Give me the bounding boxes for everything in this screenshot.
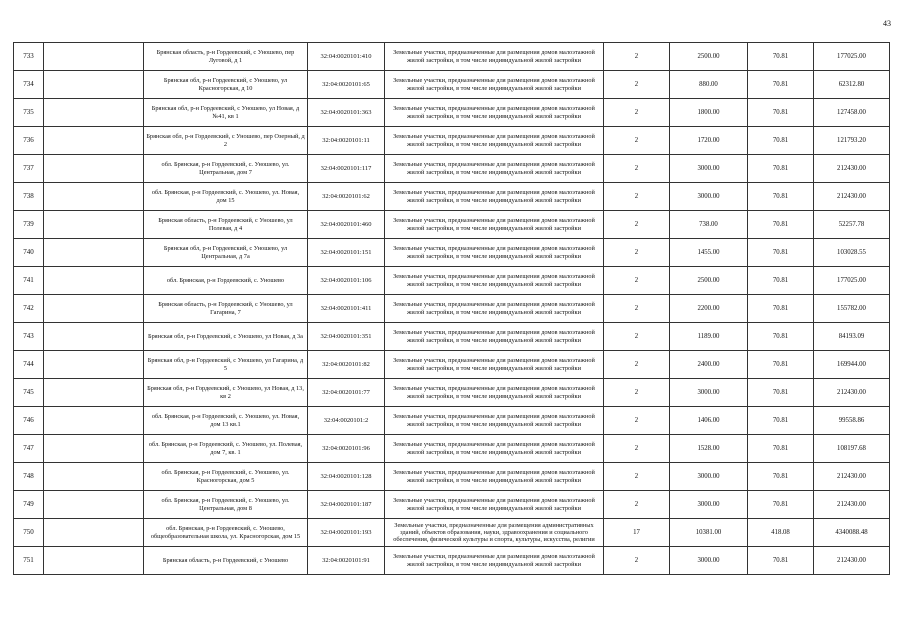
cadastral-value-cell: 212430.00 — [814, 379, 890, 407]
land-plots-table — [13, 42, 890, 575]
cadastral-value-cell: 52257.78 — [814, 211, 890, 239]
use-group-cell: 2 — [604, 267, 670, 295]
table-row — [14, 239, 890, 267]
cadastral-number-cell: 32:04:0020101:410 — [308, 43, 385, 71]
permitted-use-cell: Земельные участки, предназначенные для размещения домов малоэтажной жилой застройки, в том числе индивидуальной жилой застройки — [385, 267, 604, 295]
permitted-use-cell: Земельные участки, предназначенные для размещения домов малоэтажной жилой застройки, в том числе индивидуальной жилой застройки — [385, 71, 604, 99]
cadastral-value-cell: 155782.00 — [814, 295, 890, 323]
cadastral-value-cell: 121793.20 — [814, 127, 890, 155]
area-cell: 1800.00 — [670, 99, 748, 127]
address-cell: Брянская область, р-н Гордеевский, с Уношево, ул Гагарина, 7 — [144, 295, 308, 323]
area-cell: 1406.00 — [670, 407, 748, 435]
cadastral-value-cell: 127458.00 — [814, 99, 890, 127]
specific-value-cell: 70.81 — [748, 99, 814, 127]
address-cell: обл. Брянская, р-н Гордеевский, с. Уношево — [144, 267, 308, 295]
table-row — [14, 183, 890, 211]
area-cell: 3000.00 — [670, 155, 748, 183]
cadastral-number-cell: 32:04:0020101:11 — [308, 127, 385, 155]
empty-cell — [44, 211, 144, 239]
row-number: 749 — [14, 491, 44, 519]
area-cell: 3000.00 — [670, 491, 748, 519]
specific-value-cell: 70.81 — [748, 463, 814, 491]
row-number: 751 — [14, 547, 44, 575]
use-group-cell: 2 — [604, 351, 670, 379]
cadastral-value-cell: 177025.00 — [814, 267, 890, 295]
cadastral-number-cell: 32:04:0020101:77 — [308, 379, 385, 407]
specific-value-cell: 70.81 — [748, 323, 814, 351]
cadastral-value-cell: 103028.55 — [814, 239, 890, 267]
area-cell: 738.00 — [670, 211, 748, 239]
area-cell: 2500.00 — [670, 267, 748, 295]
table-row — [14, 407, 890, 435]
specific-value-cell: 70.81 — [748, 267, 814, 295]
cadastral-value-cell: 212430.00 — [814, 491, 890, 519]
use-group-cell: 2 — [604, 183, 670, 211]
row-number: 743 — [14, 323, 44, 351]
cadastral-value-cell: 169944.00 — [814, 351, 890, 379]
table-row — [14, 463, 890, 491]
cadastral-value-cell: 84193.09 — [814, 323, 890, 351]
permitted-use-cell: Земельные участки, предназначенные для размещения домов малоэтажной жилой застройки, в том числе индивидуальной жилой застройки — [385, 323, 604, 351]
address-cell: Брянская область, р-н Гордеевский, с Уношево, ул Полевая, д 4 — [144, 211, 308, 239]
row-number: 736 — [14, 127, 44, 155]
specific-value-cell: 70.81 — [748, 183, 814, 211]
cadastral-number-cell: 32:04:0020101:117 — [308, 155, 385, 183]
permitted-use-cell: Земельные участки, предназначенные для размещения административных зданий, объектов образования, науки, здравоохранения и социального обеспечения, физической культуры и спорта, культуры, искусства, религии — [385, 519, 604, 547]
row-number: 733 — [14, 43, 44, 71]
empty-cell — [44, 435, 144, 463]
use-group-cell: 2 — [604, 491, 670, 519]
address-cell: обл. Брянская, р-н Гордеевский, с. Уношево, общеобразовательная школа, ул. Красногорская, дом 15 — [144, 519, 308, 547]
cadastral-number-cell: 32:04:0020101:363 — [308, 99, 385, 127]
permitted-use-cell: Земельные участки, предназначенные для размещения домов малоэтажной жилой застройки, в том числе индивидуальной жилой застройки — [385, 491, 604, 519]
use-group-cell: 2 — [604, 239, 670, 267]
address-cell: обл. Брянская, р-н Гордеевский, с. Уношево, ул. Новая, дом 15 — [144, 183, 308, 211]
use-group-cell: 17 — [604, 519, 670, 547]
cadastral-value-cell: 212430.00 — [814, 547, 890, 575]
table-row — [14, 323, 890, 351]
row-number: 750 — [14, 519, 44, 547]
permitted-use-cell: Земельные участки, предназначенные для размещения домов малоэтажной жилой застройки, в том числе индивидуальной жилой застройки — [385, 155, 604, 183]
row-number: 745 — [14, 379, 44, 407]
cadastral-number-cell: 32:04:0020101:96 — [308, 435, 385, 463]
specific-value-cell: 70.81 — [748, 127, 814, 155]
row-number: 744 — [14, 351, 44, 379]
specific-value-cell: 70.81 — [748, 435, 814, 463]
empty-cell — [44, 155, 144, 183]
area-cell: 2500.00 — [670, 43, 748, 71]
specific-value-cell: 70.81 — [748, 43, 814, 71]
use-group-cell: 2 — [604, 463, 670, 491]
permitted-use-cell: Земельные участки, предназначенные для размещения домов малоэтажной жилой застройки, в том числе индивидуальной жилой застройки — [385, 379, 604, 407]
specific-value-cell: 70.81 — [748, 155, 814, 183]
use-group-cell: 2 — [604, 407, 670, 435]
permitted-use-cell: Земельные участки, предназначенные для размещения домов малоэтажной жилой застройки, в том числе индивидуальной жилой застройки — [385, 127, 604, 155]
cadastral-value-cell: 212430.00 — [814, 155, 890, 183]
address-cell: обл. Брянская, р-н Гордеевский, с. Уношево, ул. Красногорская, дом 5 — [144, 463, 308, 491]
specific-value-cell: 70.81 — [748, 239, 814, 267]
cadastral-number-cell: 32:04:0020101:65 — [308, 71, 385, 99]
permitted-use-cell: Земельные участки, предназначенные для размещения домов малоэтажной жилой застройки, в том числе индивидуальной жилой застройки — [385, 407, 604, 435]
cadastral-number-cell: 32:04:0020101:2 — [308, 407, 385, 435]
row-number: 735 — [14, 99, 44, 127]
use-group-cell: 2 — [604, 379, 670, 407]
address-cell: Брянская область, р-н Гордеевский, с Уношево, пер Луговой, д 1 — [144, 43, 308, 71]
empty-cell — [44, 491, 144, 519]
address-cell: обл. Брянская, р-н Гордеевский, с. Уношево, ул. Полевая, дом 7, кв. 1 — [144, 435, 308, 463]
use-group-cell: 2 — [604, 99, 670, 127]
use-group-cell: 2 — [604, 211, 670, 239]
permitted-use-cell: Земельные участки, предназначенные для размещения домов малоэтажной жилой застройки, в том числе индивидуальной жилой застройки — [385, 99, 604, 127]
specific-value-cell: 70.81 — [748, 351, 814, 379]
cadastral-number-cell: 32:04:0020101:193 — [308, 519, 385, 547]
row-number: 747 — [14, 435, 44, 463]
row-number: 740 — [14, 239, 44, 267]
permitted-use-cell: Земельные участки, предназначенные для размещения домов малоэтажной жилой застройки, в том числе индивидуальной жилой застройки — [385, 183, 604, 211]
permitted-use-cell: Земельные участки, предназначенные для размещения домов малоэтажной жилой застройки, в том числе индивидуальной жилой застройки — [385, 239, 604, 267]
cadastral-value-cell: 4340088.48 — [814, 519, 890, 547]
address-cell: обл. Брянская, р-н Гордеевский, с. Уношево, ул. Новая, дом 13 кв.1 — [144, 407, 308, 435]
table-row — [14, 71, 890, 99]
permitted-use-cell: Земельные участки, предназначенные для размещения домов малоэтажной жилой застройки, в том числе индивидуальной жилой застройки — [385, 435, 604, 463]
row-number: 742 — [14, 295, 44, 323]
area-cell: 10381.00 — [670, 519, 748, 547]
cadastral-number-cell: 32:04:0020101:351 — [308, 323, 385, 351]
use-group-cell: 2 — [604, 323, 670, 351]
address-cell: Брянская обл, р-н Гордеевский, с Уношево, ул Красногорская, д 10 — [144, 71, 308, 99]
table-row — [14, 155, 890, 183]
cadastral-value-cell: 62312.80 — [814, 71, 890, 99]
table-row — [14, 435, 890, 463]
specific-value-cell: 70.81 — [748, 211, 814, 239]
area-cell: 3000.00 — [670, 547, 748, 575]
empty-cell — [44, 463, 144, 491]
empty-cell — [44, 183, 144, 211]
use-group-cell: 2 — [604, 295, 670, 323]
table-row — [14, 267, 890, 295]
empty-cell — [44, 239, 144, 267]
area-cell: 3000.00 — [670, 379, 748, 407]
row-number: 746 — [14, 407, 44, 435]
area-cell: 1528.00 — [670, 435, 748, 463]
cadastral-number-cell: 32:04:0020101:62 — [308, 183, 385, 211]
table-row — [14, 351, 890, 379]
row-number: 739 — [14, 211, 44, 239]
cadastral-number-cell: 32:04:0020101:411 — [308, 295, 385, 323]
specific-value-cell: 70.81 — [748, 547, 814, 575]
empty-cell — [44, 71, 144, 99]
empty-cell — [44, 43, 144, 71]
address-cell: Брянская обл, р-н Гордеевский, с Уношево, ул Новая, д №41, кв 1 — [144, 99, 308, 127]
row-number: 738 — [14, 183, 44, 211]
permitted-use-cell: Земельные участки, предназначенные для размещения домов малоэтажной жилой застройки, в том числе индивидуальной жилой застройки — [385, 211, 604, 239]
use-group-cell: 2 — [604, 435, 670, 463]
table-row — [14, 211, 890, 239]
cadastral-value-cell: 108197.68 — [814, 435, 890, 463]
permitted-use-cell: Земельные участки, предназначенные для размещения домов малоэтажной жилой застройки, в том числе индивидуальной жилой застройки — [385, 295, 604, 323]
area-cell: 1720.00 — [670, 127, 748, 155]
address-cell: Брянская область, р-н Гордеевский, с Уношево — [144, 547, 308, 575]
address-cell: Брянская обл, р-н Гордеевский, с Уношево, пер Озерный, д 2 — [144, 127, 308, 155]
area-cell: 2200.00 — [670, 295, 748, 323]
cadastral-number-cell: 32:04:0020101:82 — [308, 351, 385, 379]
table-row — [14, 127, 890, 155]
table-row — [14, 379, 890, 407]
cadastral-value-cell: 177025.00 — [814, 43, 890, 71]
cadastral-number-cell: 32:04:0020101:151 — [308, 239, 385, 267]
table-body — [14, 43, 890, 575]
cadastral-number-cell: 32:04:0020101:460 — [308, 211, 385, 239]
table-row — [14, 43, 890, 71]
use-group-cell: 2 — [604, 43, 670, 71]
address-cell: обл. Брянская, р-н Гордеевский, с. Уношево, ул. Центральная, дом 8 — [144, 491, 308, 519]
area-cell: 3000.00 — [670, 463, 748, 491]
address-cell: Брянская обл, р-н Гордеевский, с Уношево, ул Новая, д 13, кв 2 — [144, 379, 308, 407]
empty-cell — [44, 323, 144, 351]
row-number: 741 — [14, 267, 44, 295]
empty-cell — [44, 295, 144, 323]
empty-cell — [44, 267, 144, 295]
empty-cell — [44, 351, 144, 379]
empty-cell — [44, 407, 144, 435]
specific-value-cell: 70.81 — [748, 491, 814, 519]
permitted-use-cell: Земельные участки, предназначенные для размещения домов малоэтажной жилой застройки, в том числе индивидуальной жилой застройки — [385, 463, 604, 491]
row-number: 737 — [14, 155, 44, 183]
cadastral-number-cell: 32:04:0020101:91 — [308, 547, 385, 575]
specific-value-cell: 70.81 — [748, 295, 814, 323]
empty-cell — [44, 99, 144, 127]
permitted-use-cell: Земельные участки, предназначенные для размещения домов малоэтажной жилой застройки, в том числе индивидуальной жилой застройки — [385, 43, 604, 71]
area-cell: 3000.00 — [670, 183, 748, 211]
use-group-cell: 2 — [604, 127, 670, 155]
address-cell: обл. Брянская, р-н Гордеевский, с. Уношево, ул. Центральная, дом 7 — [144, 155, 308, 183]
cadastral-number-cell: 32:04:0020101:106 — [308, 267, 385, 295]
area-cell: 1189.00 — [670, 323, 748, 351]
use-group-cell: 2 — [604, 71, 670, 99]
permitted-use-cell: Земельные участки, предназначенные для размещения домов малоэтажной жилой застройки, в том числе индивидуальной жилой застройки — [385, 547, 604, 575]
area-cell: 880.00 — [670, 71, 748, 99]
page-number: 43 — [883, 19, 891, 28]
cadastral-value-cell: 99558.86 — [814, 407, 890, 435]
permitted-use-cell: Земельные участки, предназначенные для размещения домов малоэтажной жилой застройки, в том числе индивидуальной жилой застройки — [385, 351, 604, 379]
empty-cell — [44, 519, 144, 547]
address-cell: Брянская обл, р-н Гордеевский, с Уношево, ул Центральная, д 7а — [144, 239, 308, 267]
table-row — [14, 99, 890, 127]
table-row — [14, 519, 890, 547]
specific-value-cell: 70.81 — [748, 379, 814, 407]
specific-value-cell: 70.81 — [748, 407, 814, 435]
area-cell: 1455.00 — [670, 239, 748, 267]
table-row — [14, 491, 890, 519]
use-group-cell: 2 — [604, 155, 670, 183]
empty-cell — [44, 379, 144, 407]
row-number: 734 — [14, 71, 44, 99]
table-row — [14, 547, 890, 575]
address-cell: Брянская обл, р-н Гордеевский, с Уношево, ул Новая, д 3а — [144, 323, 308, 351]
cadastral-value-cell: 212430.00 — [814, 183, 890, 211]
empty-cell — [44, 127, 144, 155]
area-cell: 2400.00 — [670, 351, 748, 379]
table-row — [14, 295, 890, 323]
cadastral-number-cell: 32:04:0020101:187 — [308, 491, 385, 519]
address-cell: Брянская обл, р-н Гордеевский, с Уношево, ул Гагарина, д 5 — [144, 351, 308, 379]
specific-value-cell: 70.81 — [748, 71, 814, 99]
cadastral-value-cell: 212430.00 — [814, 463, 890, 491]
cadastral-number-cell: 32:04:0020101:128 — [308, 463, 385, 491]
specific-value-cell: 418.08 — [748, 519, 814, 547]
row-number: 748 — [14, 463, 44, 491]
use-group-cell: 2 — [604, 547, 670, 575]
empty-cell — [44, 547, 144, 575]
